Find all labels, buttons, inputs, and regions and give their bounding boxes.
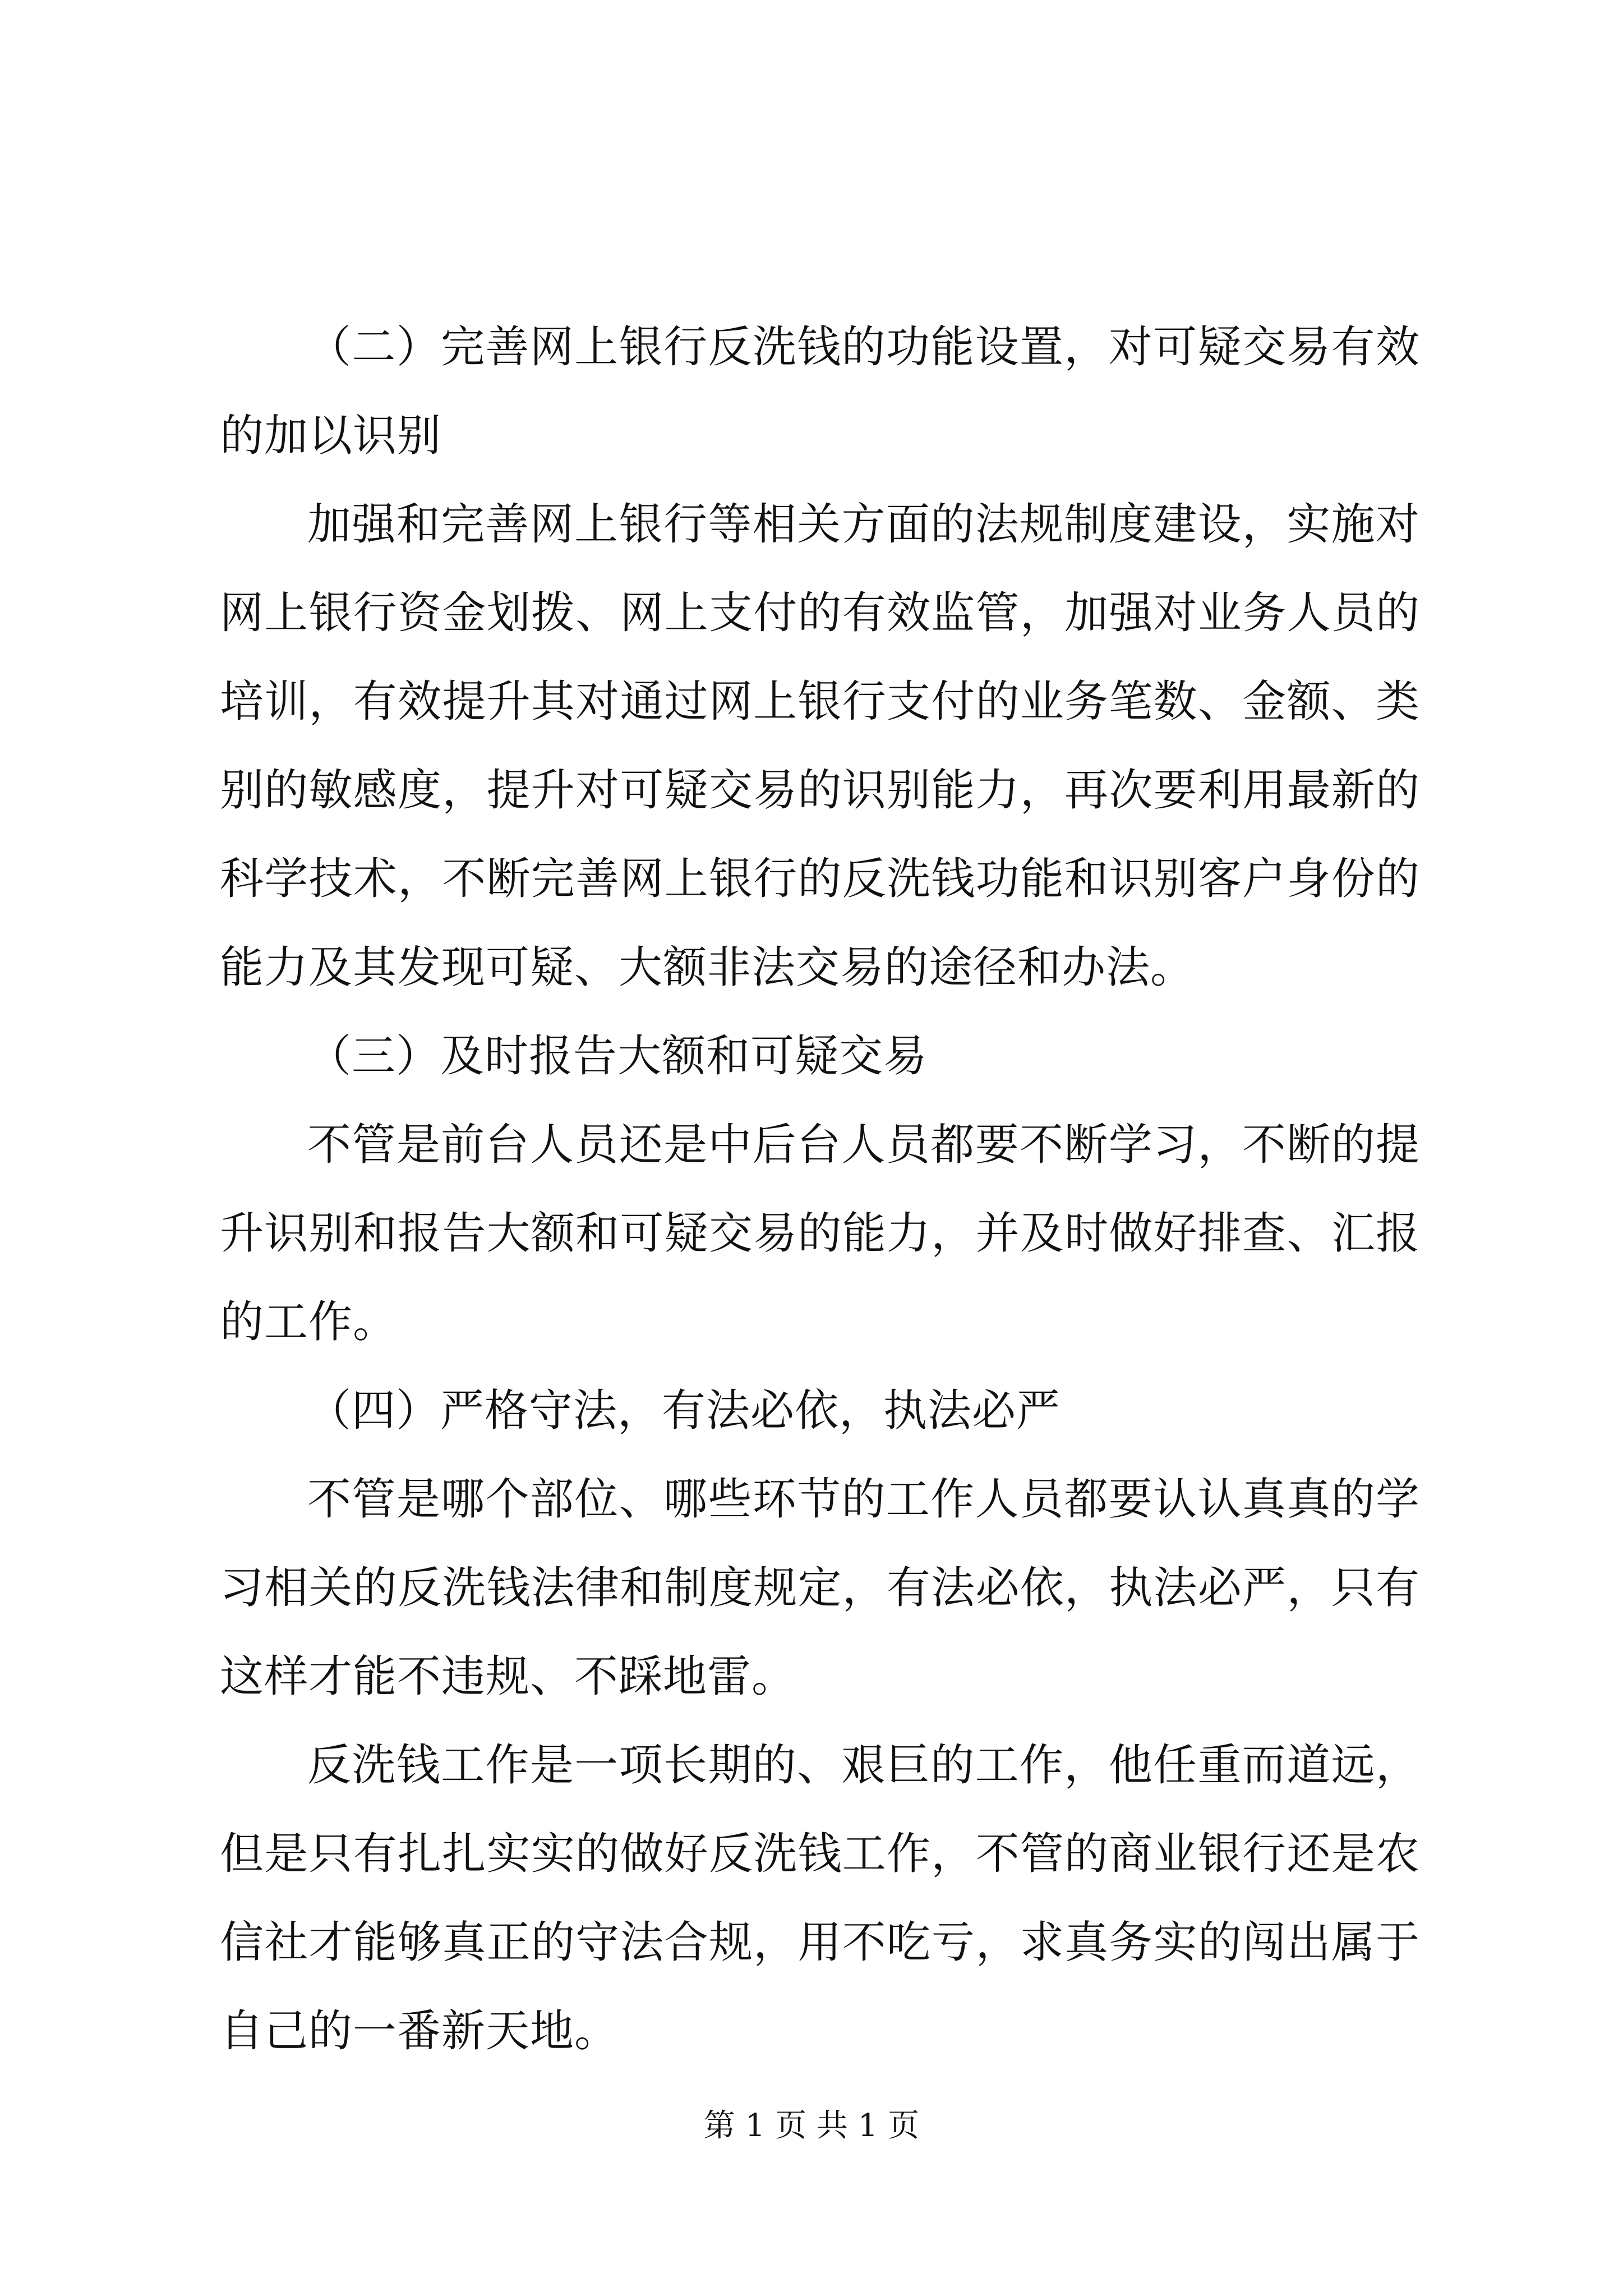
conclusion-paragraph: 反洗钱工作是一项长期的、艰巨的工作，他任重而道远，但是只有扎扎实实的做好反洗钱工作，不管的商业银行还是农信社才能够真正的守法合规，用不吃亏，求真务实的闯出属于自己的一番新天地。: [220, 1740, 1420, 2056]
section-3-heading: （三）及时报告大额和可疑交易: [307, 1031, 928, 1082]
section-3-paragraph: 不管是前台人员还是中后台人员都要不断学习，不断的提升识别和报告大额和可疑交易的能力，并及时做好排查、汇报的工作。: [220, 1120, 1420, 1347]
page-footer: 第 1 页 共 1 页: [703, 2108, 920, 2144]
section-4-paragraph: 不管是哪个部位、哪些环节的工作人员都要认认真真的学习相关的反洗钱法律和制度规定，有法必依，执法必严，只有这样才能不违规、不踩地雷。: [220, 1474, 1420, 1702]
section-2-paragraph: 加强和完善网上银行等相关方面的法规制度建设，实施对网上银行资金划拨、网上支付的有效监管，加强对业务人员的培训，有效提升其对通过网上银行支付的业务笔数、金额、类别的敏感度，提升对可疑交易的识别能力，再次要利用最新的科学技术，不断完善网上银行的反洗钱功能和识别客户身份的能力及其发现可疑、大额非法交易的途径和办法。: [220, 499, 1420, 993]
section-4-heading: （四）严格守法，有法必依，执法必严: [307, 1386, 1061, 1436]
document-body: [220, 303, 1420, 2076]
section-2-heading: （二）完善网上银行反洗钱的功能设置，对可疑交易有效的加以识别: [220, 322, 1420, 461]
